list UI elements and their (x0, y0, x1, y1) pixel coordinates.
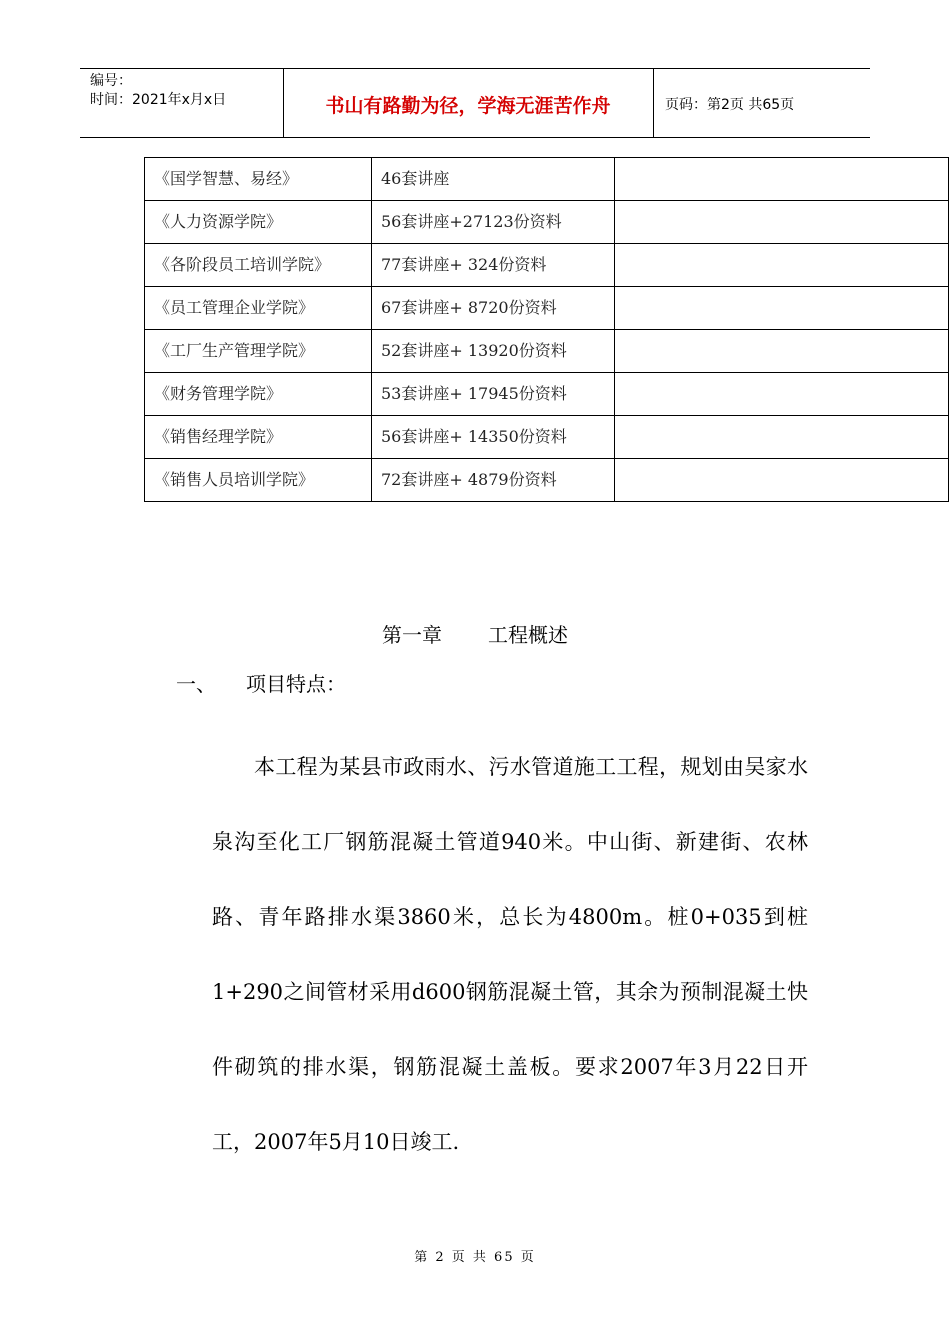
course-content-cell: 52套讲座+ 13920份资料 (372, 330, 615, 373)
section-number: 一、 (176, 672, 216, 696)
header-page-info: 页码：第2页 共65页 (665, 97, 795, 113)
course-content-cell: 53套讲座+ 17945份资料 (372, 373, 615, 416)
table-row (145, 287, 949, 330)
paragraph-text: 本工程为某县市政雨水、污水管道施工工程，规划由吴家水泉沟至化工厂钢筋混凝土管道940米。中山街、新建街、农林路、青年路排水渠3860米，总长为4800m。桩0+035到桩1+290之间管材采用d600钢筋混凝土管，其余为预制混凝土快件砌筑的排水渠，钢筋混凝土盖板。要求2007年3月22日开工，2007年5月10日竣工. (212, 755, 808, 1154)
course-note-cell (615, 287, 949, 330)
course-name-cell: 《人力资源学院》 (145, 201, 372, 244)
course-note-cell (615, 201, 949, 244)
course-note-cell (615, 330, 949, 373)
chapter-heading (0, 619, 950, 648)
course-name-cell: 《工厂生产管理学院》 (145, 330, 372, 373)
course-content-cell: 46套讲座 (372, 158, 615, 201)
table-row (145, 201, 949, 244)
course-name-cell: 《销售人员培训学院》 (145, 459, 372, 502)
table-row (145, 459, 949, 502)
chapter-number: 第一章 (382, 623, 442, 647)
course-table (144, 157, 949, 502)
table-row (145, 158, 949, 201)
course-note-cell (615, 244, 949, 287)
course-name-cell: 《国学智慧、易经》 (145, 158, 372, 201)
chapter-title: 工程概述 (488, 623, 568, 647)
header-divider (653, 69, 654, 137)
table-row (145, 244, 949, 287)
table-row (145, 330, 949, 373)
header-time-label: 时间：2021年x月x日 (90, 92, 227, 108)
table-row (145, 416, 949, 459)
course-content-cell: 77套讲座+ 324份资料 (372, 244, 615, 287)
page-header (80, 68, 870, 138)
header-motto: 书山有路勤为径，学海无涯苦作舟 (325, 95, 611, 117)
body-paragraph (212, 730, 808, 1180)
table-row (145, 373, 949, 416)
course-name-cell: 《销售经理学院》 (145, 416, 372, 459)
course-note-cell (615, 373, 949, 416)
course-content-cell: 72套讲座+ 4879份资料 (372, 459, 615, 502)
header-info (90, 72, 226, 110)
course-content-cell: 56套讲座+27123份资料 (372, 201, 615, 244)
course-name-cell: 《员工管理企业学院》 (145, 287, 372, 330)
course-note-cell (615, 158, 949, 201)
course-name-cell: 《财务管理学院》 (145, 373, 372, 416)
page-footer: 第 2 页 共 65 页 (414, 1250, 536, 1265)
course-note-cell (615, 459, 949, 502)
course-name-cell: 《各阶段员工培训学院》 (145, 244, 372, 287)
course-content-cell: 56套讲座+ 14350份资料 (372, 416, 615, 459)
course-note-cell (615, 416, 949, 459)
course-content-cell: 67套讲座+ 8720份资料 (372, 287, 615, 330)
section-heading (176, 668, 346, 697)
section-title: 项目特点： (246, 672, 346, 696)
header-number-label: 编号： (90, 73, 132, 89)
